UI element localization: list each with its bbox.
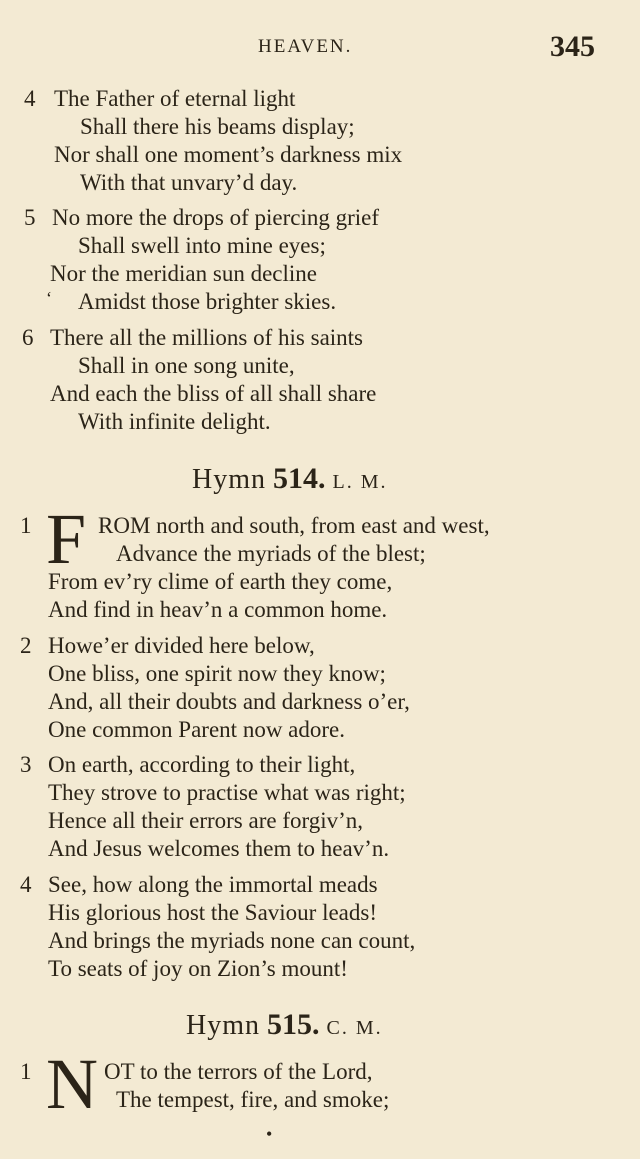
verse-line: His glorious host the Saviour leads! xyxy=(48,900,377,925)
hymn-meter: L. M. xyxy=(332,471,388,493)
stanza-number: 5 xyxy=(24,205,36,230)
stanza-number: 2 xyxy=(20,633,32,658)
verse-line: Shall swell into mine eyes; xyxy=(78,233,326,258)
stanza-number: 1 xyxy=(20,1059,32,1084)
verse-line: Shall in one song unite, xyxy=(78,353,295,378)
running-title: HEAVEN. xyxy=(258,36,353,57)
drop-cap: F xyxy=(46,499,87,579)
stanza-number: 4 xyxy=(20,872,32,897)
stanza-number: 1 xyxy=(20,513,32,538)
verse-line: Shall there his beams display; xyxy=(80,114,355,139)
verse-line: And brings the myriads none can count, xyxy=(48,928,416,953)
verse-line: And each the bliss of all shall share xyxy=(50,381,377,406)
verse-line: No more the drops of piercing grief xyxy=(52,205,380,230)
hymn-word: Hymn xyxy=(192,464,266,495)
verse-line: One common Parent now adore. xyxy=(48,717,346,742)
stanza-number: 3 xyxy=(20,752,32,777)
hymn-515-title xyxy=(186,1008,383,1042)
stray-mark: ‘ xyxy=(46,288,52,308)
verse-line: The Father of eternal light xyxy=(54,86,296,111)
verse-line: With infinite delight. xyxy=(78,409,271,434)
verse-line: Amidst those brighter skies. xyxy=(78,289,337,314)
signature-mark: • xyxy=(266,1124,273,1144)
verse-line: Hence all their errors are forgiv’n, xyxy=(48,808,364,833)
verse-line: ROM north and south, from east and west, xyxy=(98,513,490,538)
hymn-meter: C. M. xyxy=(326,1017,383,1039)
verse-line: See, how along the immortal meads xyxy=(48,872,378,897)
verse-line: With that unvary’d day. xyxy=(80,170,298,195)
verse-line: To seats of joy on Zion’s mount! xyxy=(48,956,348,981)
stanza-number: 4 xyxy=(24,86,36,111)
hymn-number: 515. xyxy=(267,1008,320,1041)
verse-line: From ev’ry clime of earth they come, xyxy=(48,569,393,594)
verse-line: On earth, according to their light, xyxy=(48,752,356,777)
hymn-514-title xyxy=(192,462,388,496)
page-number: 345 xyxy=(550,30,595,63)
verse-line: They strove to practise what was right; xyxy=(48,780,406,805)
verse-line: The tempest, fire, and smoke; xyxy=(116,1087,390,1112)
verse-line: One bliss, one spirit now they know; xyxy=(48,661,386,686)
verse-line: There all the millions of his saints xyxy=(50,325,364,350)
verse-line: Nor the meridian sun decline xyxy=(50,261,317,286)
verse-line: Nor shall one moment’s darkness mix xyxy=(54,142,403,167)
drop-cap: N xyxy=(46,1044,98,1124)
hymn-word: Hymn xyxy=(186,1010,260,1041)
verse-line: Howe’er divided here below, xyxy=(48,633,315,658)
verse-line: And find in heav’n a common home. xyxy=(48,597,388,622)
verse-line: Advance the myriads of the blest; xyxy=(116,541,426,566)
verse-line: And, all their doubts and darkness o’er, xyxy=(48,689,410,714)
verse-line: OT to the terrors of the Lord, xyxy=(104,1059,373,1084)
verse-line: And Jesus welcomes them to heav’n. xyxy=(48,836,390,861)
stanza-number: 6 xyxy=(22,325,34,350)
hymn-number: 514. xyxy=(273,462,326,495)
